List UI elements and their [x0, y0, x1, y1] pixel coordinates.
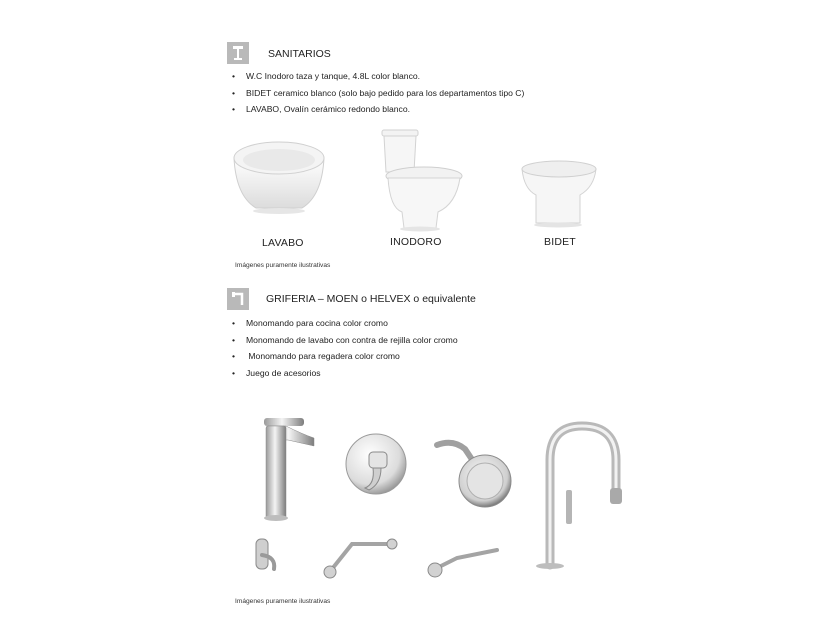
- list-item: • LAVABO, Ovalín cerámico redondo blanco.: [232, 101, 524, 118]
- bidet-image: [520, 155, 600, 230]
- caption-bidet: BIDET: [544, 236, 576, 248]
- caption-inodoro: INODORO: [390, 236, 442, 248]
- towel-bar-image: [322, 530, 402, 580]
- faucet-icon: [227, 288, 249, 310]
- lavabo-image: [230, 136, 330, 216]
- list-item: • Monomando de lavabo con contra de rejilla color cromo: [232, 332, 458, 349]
- disclaimer-note: Imágenes puramente ilustrativas: [235, 262, 331, 269]
- griferia-list: [232, 315, 458, 381]
- caption-lavabo: LAVABO: [262, 237, 304, 249]
- list-item: • Juego de acesorios: [232, 365, 458, 382]
- section-title-sanitarios: SANITARIOS: [268, 48, 331, 60]
- shower-valve-image: [343, 428, 409, 508]
- shower-head-image: [433, 433, 513, 513]
- list-item: • Monomando para cocina color cromo: [232, 315, 458, 332]
- toilet-paper-holder-image: [425, 540, 505, 580]
- kitchen-faucet-image: [530, 420, 640, 570]
- robe-hook-image: [250, 535, 280, 575]
- list-item: • BIDET ceramico blanco (solo bajo pedido para los departamentos tipo C): [232, 85, 524, 102]
- lavabo-faucet-image: [258, 412, 318, 522]
- inodoro-image: [376, 128, 466, 233]
- disclaimer-note: Imágenes puramente ilustrativas: [235, 598, 331, 605]
- toilet-icon: [227, 42, 249, 64]
- section-title-griferia: GRIFERIA – MOEN o HELVEX o equivalente: [266, 293, 476, 305]
- sanitarios-list: [232, 68, 524, 118]
- list-item: • W.C Inodoro taza y tanque, 4.8L color blanco.: [232, 68, 524, 85]
- list-item: • Monomando para regadera color cromo: [232, 348, 458, 365]
